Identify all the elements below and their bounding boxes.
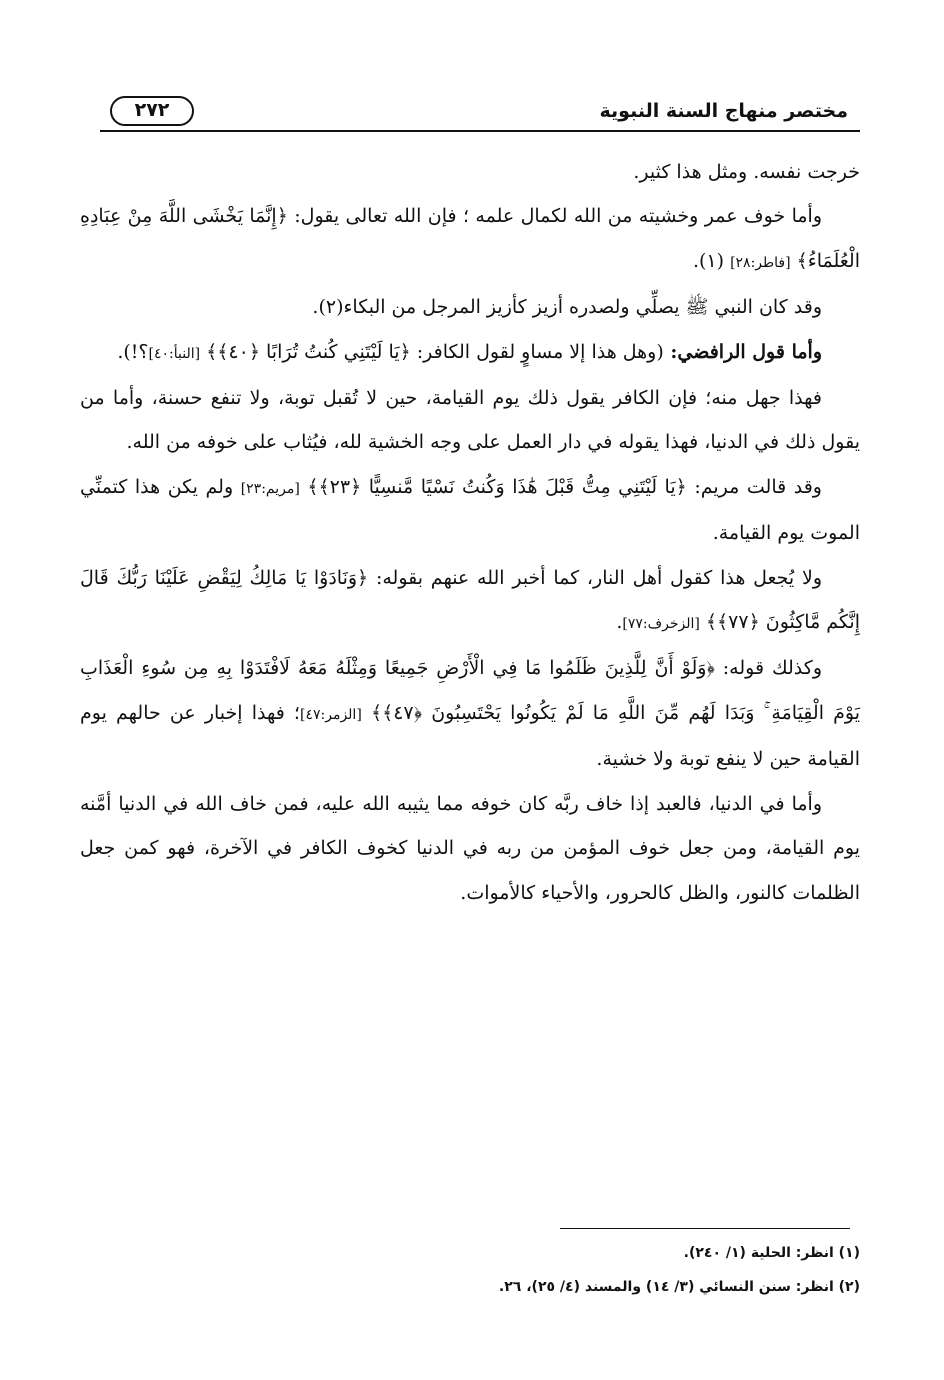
quran-reference: [النبأ:٤٠] xyxy=(148,345,201,362)
paragraph-text: ولا يُجعل هذا كقول أهل النار، كما أخبر الله عنهم بقوله: ﴿وَنَادَوْا يَا مَالِكُ لِيَقْضِ عَلَيْنَا رَبُّكَ قَالَ إِنَّكُم مَّاكِثُونَ ﴿٧٧﴾﴾ xyxy=(80,566,860,634)
paragraph xyxy=(80,194,860,285)
paragraph-text: وأما خوف عمر وخشيته من الله لكمال علمه ؛ فإن الله تعالى يقول: ﴿إِنَّمَا يَخْشَى اللَّهَ مِنْ عِبَادِهِ الْعُلَمَاءُ﴾ xyxy=(80,205,860,272)
paragraph-text: وقد قالت مريم: ﴿يَا لَيْتَنِي مِتُّ قَبْلَ هَٰذَا وَكُنتُ نَسْيًا مَّنسِيًّا ﴿٢٣﴾﴾ xyxy=(299,475,822,498)
main-text xyxy=(80,150,860,915)
paragraph-tail: ولم يكن هذا كتمنِّي الموت يوم القيامة. xyxy=(80,475,860,545)
paragraph-text: فهذا جهل منه؛ فإن الكافر يقول ذلك يوم القيامة، حين لا تُقبل توبة، ولا تنفع حسنة، وأما من يقول ذلك في الدنيا، فهذا يقوله في دار العمل على وجه الخشية لله، فيُثاب على خوفه من الله. xyxy=(80,387,860,454)
paragraph xyxy=(80,465,860,556)
running-title: مختصر منهاج السنة النبوية xyxy=(599,100,848,122)
footnote-rule xyxy=(560,1228,850,1229)
paragraph xyxy=(80,646,860,781)
footnote: (١) انظر: الحلية (١/ ٢٤٠). xyxy=(683,1245,860,1261)
paragraph xyxy=(80,330,860,376)
footnotes xyxy=(80,1236,860,1304)
quran-reference: [مريم:٢٣] xyxy=(240,480,300,497)
paragraph xyxy=(80,782,860,915)
quran-reference: [الزخرف:٧٧] xyxy=(622,616,700,633)
page-header xyxy=(100,96,860,136)
paragraph-tail: ؟!). xyxy=(117,340,149,363)
paragraph xyxy=(80,285,860,329)
quran-reference: [فاطر:٢٨] xyxy=(730,254,791,271)
footnote: (٢) انظر: سنن النسائي (٣/ ١٤) والمسند (٤/ ٢٥)، ٢٦. xyxy=(498,1279,860,1295)
paragraph xyxy=(80,376,860,465)
paragraph-text: وقد كان النبي ﷺ يصلِّي ولصدره أزيز كأزيز المرجل من البكاء(٢). xyxy=(312,296,822,319)
paragraph-tail: ؛ فهذا إخبار عن حالهم يوم القيامة حين لا ينفع توبة ولا خشية. xyxy=(80,701,860,771)
quran-reference: [الزمر:٤٧] xyxy=(299,706,362,723)
paragraph-lead: وأما قول الرافضي: xyxy=(663,340,822,363)
paragraph xyxy=(80,556,860,647)
paragraph-text: وكذلك قوله: ﴿وَلَوْ أَنَّ لِلَّذِينَ ظَلَمُوا مَا فِي الْأَرْضِ جَمِيعًا وَمِثْلَهُ مَعَهُ لَافْتَدَوْا بِهِ مِن سُوءِ الْعَذَابِ يَوْمَ الْقِيَامَةِ ۚ وَبَدَا لَهُم مِّنَ اللَّهِ مَا لَمْ يَكُونُوا يَحْتَسِبُونَ ﴿٤٧﴾﴾ xyxy=(80,657,860,724)
paragraph-text: خرجت نفسه. ومثل هذا كثير. xyxy=(633,161,860,183)
header-rule xyxy=(100,130,860,132)
paragraph-text: (وهل هذا إلا مساوٍ لقول الكافر: ﴿يَا لَيْتَنِي كُنتُ تُرَابًا ﴿٤٠﴾﴾ xyxy=(200,340,664,363)
page-number: ٢٧٢ xyxy=(110,96,194,126)
paragraph xyxy=(80,150,860,194)
paragraph-tail: (١). xyxy=(692,249,731,272)
paragraph-text: وأما في الدنيا، فالعبد إذا خاف ربَّه كان خوفه مما يثيبه الله عليه، فمن خاف الله في الدنيا أمَّنه يوم القيامة، ومن جعل خوف المؤمن من ربه في الدنيا كخوف الكافر في الآخرة، فهو كمن جعل الظلمات كالنور، والظل كالحرور، والأحياء كالأموات. xyxy=(80,792,860,904)
paragraph-tail: . xyxy=(616,611,623,634)
